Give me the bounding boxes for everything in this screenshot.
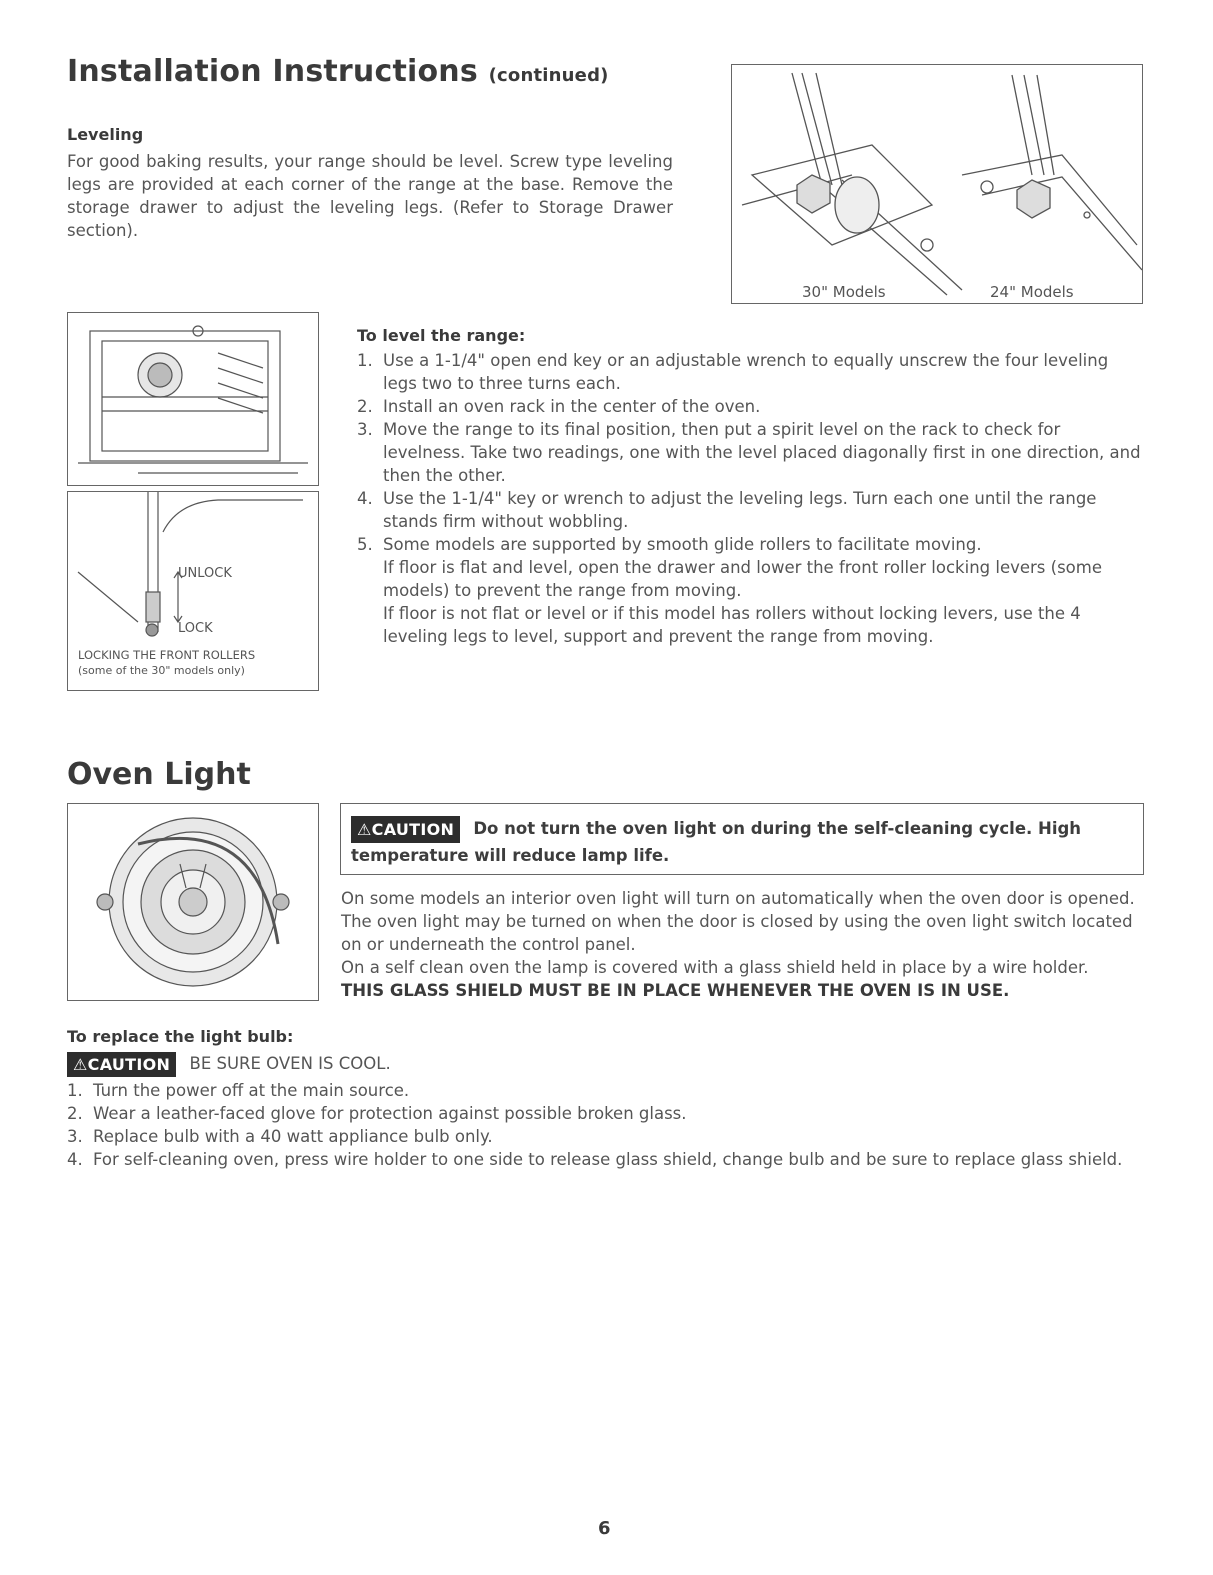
leveling-heading: Leveling [67,125,144,144]
roller-caption-1: LOCKING THE FRONT ROLLERS [78,648,256,662]
replace-caution-line [67,1052,1157,1077]
oven-light-heading: Oven Light [67,757,251,792]
figure-label-24: 24" Models [990,283,1074,301]
replace-bulb-body [67,1052,1157,1171]
leveling-legs-illustration [732,65,1142,303]
page-title-text: Installation Instructions [67,54,478,89]
level-step-5: 5. Some models are supported by smooth glide rollers to facilitate moving. If floor is flat and level, open the drawer and lower the front roller locking levers (some models) to prevent the range from moving. If floor is not flat or level or if this model has rollers without locking levers, use the 4 leveling legs to level, support and prevent the range from moving. [357,535,1102,646]
oven-light-para-1: On some models an interior oven light will turn on automatically when the oven door is opened. The oven light may be turned on when the door is closed by using the oven light switch located on or underneath the control panel. [341,889,1135,954]
oven-interior-illustration [68,313,318,485]
warning-triangle-icon: ⚠ [357,820,372,839]
replace-caution-text: BE SURE OVEN IS COOL. [189,1054,391,1073]
replace-caution-badge: ⚠CAUTION [67,1052,176,1077]
caution-box [340,803,1144,875]
level-step-1: 1. Use a 1-1/4" open end key or an adjustable wrench to equally unscrew the four leveling legs two to three turns each. [357,351,1109,393]
glass-shield-warning: THIS GLASS SHIELD MUST BE IN PLACE WHENEVER THE OVEN IS IN USE. [341,981,1010,1000]
level-steps-heading: To level the range: [357,326,526,345]
level-steps [357,349,1145,648]
replace-step-4: 4. For self-cleaning oven, press wire holder to one side to release glass shield, change bulb and be sure to replace glass shield. [67,1150,1123,1169]
caution-text: Do not turn the oven light on during the self-cleaning cycle. High temperature will reduce lamp life. [351,819,1082,865]
caution-content [351,816,1131,868]
oven-light-body [341,887,1147,1002]
lock-label: LOCK [178,621,213,636]
leveling-intro: For good baking results, your range should be level. Screw type leveling legs are provided at each corner of the range at the base. Remove the storage drawer to adjust the leveling legs. (Refer to Storage Drawer section). [67,152,673,240]
leveling-legs-figure [731,64,1143,304]
page-title [67,54,609,89]
level-steps-list [357,349,1145,648]
warning-triangle-icon-2: ⚠ [73,1055,88,1074]
figure-label-30: 30" Models [802,283,886,301]
oven-interior-figure [67,312,319,486]
page-number: 6 [598,1518,611,1539]
level-step-2: 2. Install an oven rack in the center of the oven. [357,397,761,416]
oven-light-para-2: On a self clean oven the lamp is covered with a glass shield held in place by a wire holder. [341,958,1089,977]
replace-bulb-heading: To replace the light bulb: [67,1027,294,1046]
replace-step-1: 1. Turn the power off at the main source. [67,1081,410,1100]
oven-lamp-illustration [68,804,318,1000]
unlock-label: UNLOCK [178,566,232,581]
replace-step-3: 3. Replace bulb with a 40 watt appliance bulb only. [67,1127,493,1146]
roller-caption-2: (some of the 30" models only) [78,664,245,677]
roller-lock-figure [67,491,319,691]
caution-badge: ⚠CAUTION [351,816,460,843]
oven-lamp-figure [67,803,319,1001]
replace-step-2: 2. Wear a leather-faced glove for protection against possible broken glass. [67,1104,687,1123]
replace-steps-list [67,1079,1157,1171]
level-step-4: 4. Use the 1-1/4" key or wrench to adjust the leveling legs. Turn each one until the range stands firm without wobbling. [357,489,1097,531]
page-title-suffix: (continued) [488,65,609,86]
level-step-3: 3. Move the range to its final position, then put a spirit level on the rack to check for levelness. Take two readings, one with the level placed diagonally first in one direction, and then the other. [357,420,1141,485]
